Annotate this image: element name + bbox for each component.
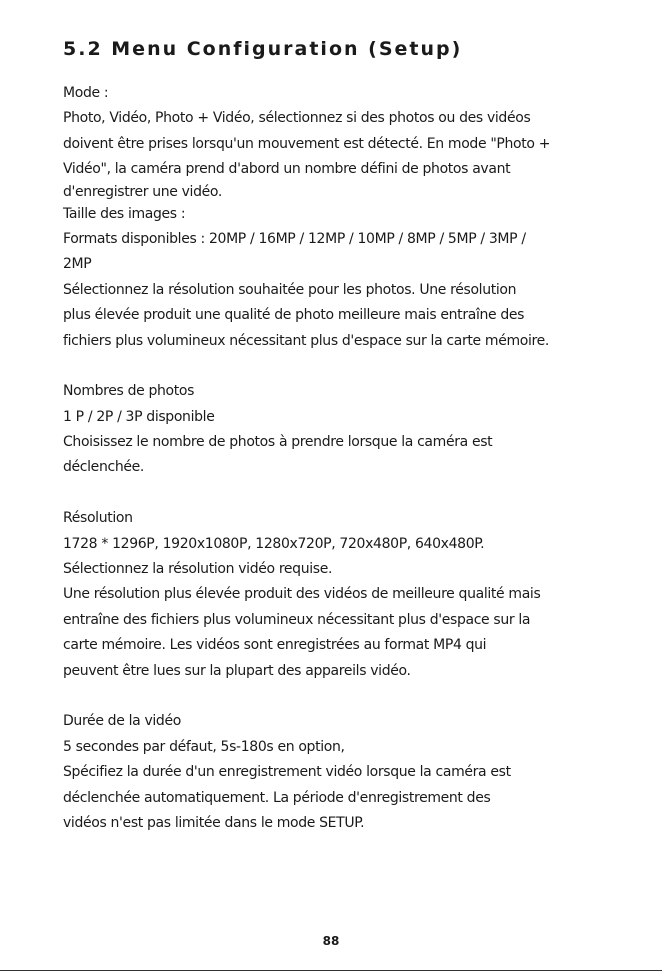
section-heading: Taille des images : bbox=[63, 205, 186, 222]
paragraph-line: Une résolution plus élevée produit des vidéos de meilleure qualité mais bbox=[63, 586, 541, 603]
section-photo-count bbox=[63, 379, 623, 481]
bottom-rule bbox=[0, 970, 662, 971]
paragraph-line: vidéos n'est pas limitée dans le mode SETUP. bbox=[63, 814, 365, 831]
paragraph-line: plus élevée produit une qualité de photo meilleure mais entraîne des bbox=[63, 307, 525, 324]
section-heading: Durée de la vidéo bbox=[63, 713, 181, 730]
paragraph-line: Photo, Vidéo, Photo + Vidéo, sélectionnez si des photos ou des vidéos bbox=[63, 110, 531, 127]
section-heading: Mode : bbox=[63, 85, 109, 101]
paragraph-line: Sélectionnez la résolution souhaitée pour les photos. Une résolution bbox=[63, 281, 517, 298]
section-heading: Nombres de photos bbox=[63, 383, 195, 400]
paragraph-line: entraîne des fichiers plus volumineux nécessitant plus d'espace sur la bbox=[63, 611, 531, 628]
paragraph-line: Sélectionnez la résolution vidéo requise. bbox=[63, 561, 333, 578]
paragraph-line: Vidéo", la caméra prend d'abord un nombre défini de photos avant bbox=[63, 161, 511, 178]
paragraph-line: 2MP bbox=[63, 256, 92, 273]
document-body bbox=[63, 81, 623, 836]
section-spacer bbox=[63, 481, 623, 506]
paragraph-line: Spécifiez la durée d'un enregistrement vidéo lorsque la caméra est bbox=[63, 764, 511, 781]
paragraph-line: d'enregistrer une vidéo. bbox=[63, 183, 222, 200]
section-mode bbox=[63, 81, 623, 202]
section-video-duration bbox=[63, 709, 623, 836]
section-heading: Résolution bbox=[63, 510, 133, 527]
paragraph-line: déclenchée. bbox=[63, 459, 144, 476]
section-spacer bbox=[63, 354, 623, 379]
page-number: 88 bbox=[322, 934, 340, 948]
paragraph-line: 1 P / 2P / 3P disponible bbox=[63, 408, 215, 425]
paragraph-line: doivent être prises lorsqu'un mouvement est détecté. En mode "Photo + bbox=[63, 135, 551, 152]
paragraph-line: Formats disponibles : 20MP / 16MP / 12MP / 10MP / 8MP / 5MP / 3MP / bbox=[63, 230, 526, 247]
paragraph-line: déclenchée automatiquement. La période d'enregistrement des bbox=[63, 789, 491, 806]
paragraph-line: 5 secondes par défaut, 5s-180s en option, bbox=[63, 738, 345, 755]
section-spacer bbox=[63, 684, 623, 709]
paragraph-line: peuvent être lues sur la plupart des appareils vidéo. bbox=[63, 662, 411, 679]
page-title: 5.2 Menu Configuration (Setup) bbox=[63, 38, 463, 60]
paragraph-line: fichiers plus volumineux nécessitant plus d'espace sur la carte mémoire. bbox=[63, 332, 549, 349]
section-image-size bbox=[63, 202, 623, 354]
paragraph-line: 1728 * 1296P, 1920x1080P, 1280x720P, 720x480P, 640x480P. bbox=[63, 535, 485, 552]
section-resolution bbox=[63, 506, 623, 684]
paragraph-line: carte mémoire. Les vidéos sont enregistrées au format MP4 qui bbox=[63, 637, 487, 654]
paragraph-line: Choisissez le nombre de photos à prendre lorsque la caméra est bbox=[63, 434, 493, 451]
